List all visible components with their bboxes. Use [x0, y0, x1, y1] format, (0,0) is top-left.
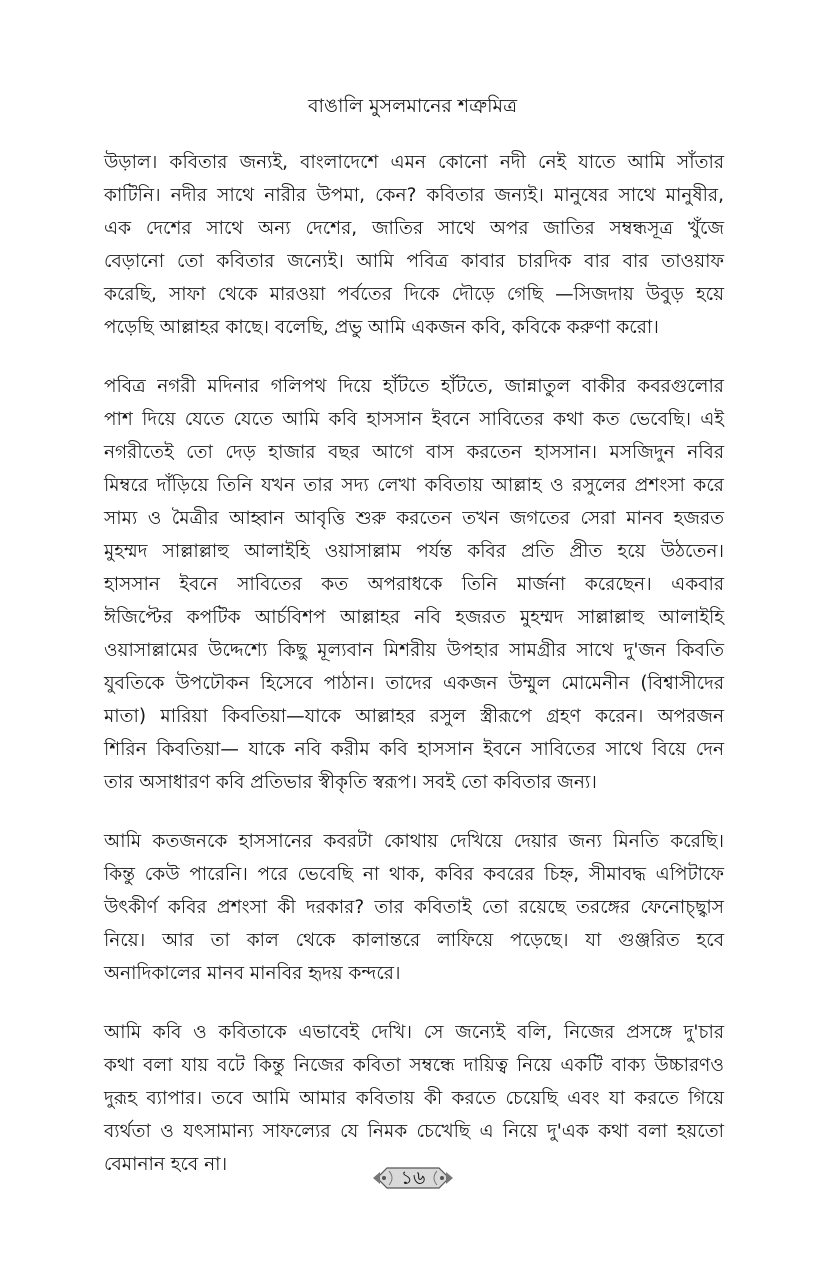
text-line: আমি কতজনকে হাসসানের কবরটা কোথায় দেখিয়ে দেয়ার জন্য মিনতি করেছি। — [104, 831, 724, 852]
text-line: এক দেশের সাথে অন্য দেশের, জাতির সাথে অপর জাতির সম্বন্ধসূত্র খুঁজে — [104, 218, 724, 239]
text-line: আমি কবি ও কবিতাকে এভাবেই দেখি। সে জন্যেই বলি, নিজের প্রসঙ্গে দু'চার — [104, 1022, 724, 1043]
text-line: উড়াল। কবিতার জন্যই, বাংলাদেশে এমন কোনো নদী নেই যাতে আমি সাঁতার — [104, 152, 724, 173]
text-line: করেছি, সাফা থেকে মারওয়া পর্বতের দিকে দৌড়ে গেছি —সিজদায় উবুড় হয়ে — [104, 284, 724, 305]
paragraph — [104, 1016, 724, 1181]
page-number-ornament — [371, 1163, 455, 1193]
text-line: মিম্বরে দাঁড়িয়ে তিনি যখন তার সদ্য লেখা কবিতায় আল্লাহ ও রসুলের প্রশংসা করে — [104, 475, 724, 496]
text-line: ওয়াসাল্লামের উদ্দেশ্যে কিছু মূল্যবান মিশরীয় উপহার সামগ্রীর সাথে দু'জন কিবতি — [104, 640, 724, 661]
text-line: হাসসান ইবনে সাবিতের কত অপরাধকে তিনি মার্জনা করেছেন। একবার — [104, 574, 724, 595]
paragraph — [104, 825, 724, 990]
paragraph — [104, 146, 724, 344]
text-line: নগরীতেই তো দেড় হাজার বছর আগে বাস করতেন হাসসান। মসজিদুন নবির — [104, 442, 724, 463]
text-line: বেমানান হবে না। — [104, 1154, 228, 1175]
text-line: শিরিন কিবতিয়া— যাকে নবি করীম কবি হাসসান ইবনে সাবিতের সাথে বিয়ে দেন — [104, 739, 724, 760]
text-line: পড়েছি আল্লাহর কাছে। বলেছি, প্রভু আমি একজন কবি, কবিকে করুণা করো। — [104, 317, 659, 338]
text-line: সাম্য ও মৈত্রীর আহ্বান আবৃত্তি শুরু করতেন তখন জগতের সেরা মানব হজরত — [104, 508, 724, 529]
text-line: যুবতিকে উপঢৌকন হিসেবে পাঠান। তাদের একজন উম্মুল মোমেনীন (বিশ্বাসীদের — [104, 673, 724, 694]
text-line: কথা বলা যায় বটে কিন্তু নিজের কবিতা সম্বন্ধে দায়িত্ব নিয়ে একটি বাক্য উচ্চারণও — [104, 1055, 724, 1076]
text-line: পাশ দিয়ে যেতে যেতে আমি কবি হাসসান ইবনে সাবিতের কথা কত ভেবেছি। এই — [104, 409, 724, 430]
text-line: দুরূহ ব্যাপার। তবে আমি আমার কবিতায় কী করতে চেয়েছি এবং যা করতে গিয়ে — [104, 1088, 724, 1109]
text-line: মুহম্মদ সাল্লাল্লাহু আলাইহি ওয়াসাল্লাম পর্যন্ত কবির প্রতি প্রীত হয়ে উঠতেন। — [104, 541, 724, 562]
text-line: উৎকীর্ণ কবির প্রশংসা কী দরকার? তার কবিতাই তো রয়েছে তরঙ্গের ফেনোচ্ছ্বাস — [104, 897, 724, 918]
text-line: কাটিনি। নদীর সাথে নারীর উপমা, কেন? কবিতার জন্যই। মানুষের সাথে মানুষীর, — [104, 185, 724, 206]
text-line: ঈজিপ্টের কপটিক আর্চবিশপ আল্লাহর নবি হজরত মুহম্মদ সাল্লাল্লাহু আলাইহি — [104, 607, 724, 628]
text-line: কিন্তু কেউ পারেনি। পরে ভেবেছি না থাক, কবির কবরের চিহ্ন, সীমাবদ্ধ এপিটাফে — [104, 864, 724, 885]
text-line: নিয়ে। আর তা কাল থেকে কালান্তরে লাফিয়ে পড়েছে। যা গুঞ্জরিত হবে — [104, 930, 724, 951]
text-line: তার অসাধারণ কবি প্রতিভার স্বীকৃতি স্বরূপ। সবই তো কবিতার জন্য। — [104, 772, 597, 793]
body-text — [104, 146, 724, 1207]
running-header: বাঙালি মুসলমানের শত্রুমিত্র — [307, 95, 518, 117]
text-line: মাতা) মারিয়া কিবতিয়া—যাকে আল্লাহর রসুল স্ত্রীরূপে গ্রহণ করেন। অপরজন — [104, 706, 724, 727]
text-line: বেড়ানো তো কবিতার জন্যেই। আমি পবিত্র কাবার চারদিক বার বার তাওয়াফ — [104, 251, 724, 272]
page-number: ১৬ — [400, 1167, 426, 1189]
text-line: পবিত্র নগরী মদিনার গলিপথ দিয়ে হাঁটতে হাঁটতে, জান্নাতুল বাকীর কবরগুলোর — [104, 376, 724, 397]
text-line: অনাদিকালের মানব মানবির হৃদয় কন্দরে। — [104, 963, 401, 984]
paragraph — [104, 370, 724, 799]
text-line: ব্যর্থতা ও যৎসামান্য সাফল্যের যে নিমক চেখেছি এ নিয়ে দু'এক কথা বলা হয়তো — [104, 1121, 724, 1142]
